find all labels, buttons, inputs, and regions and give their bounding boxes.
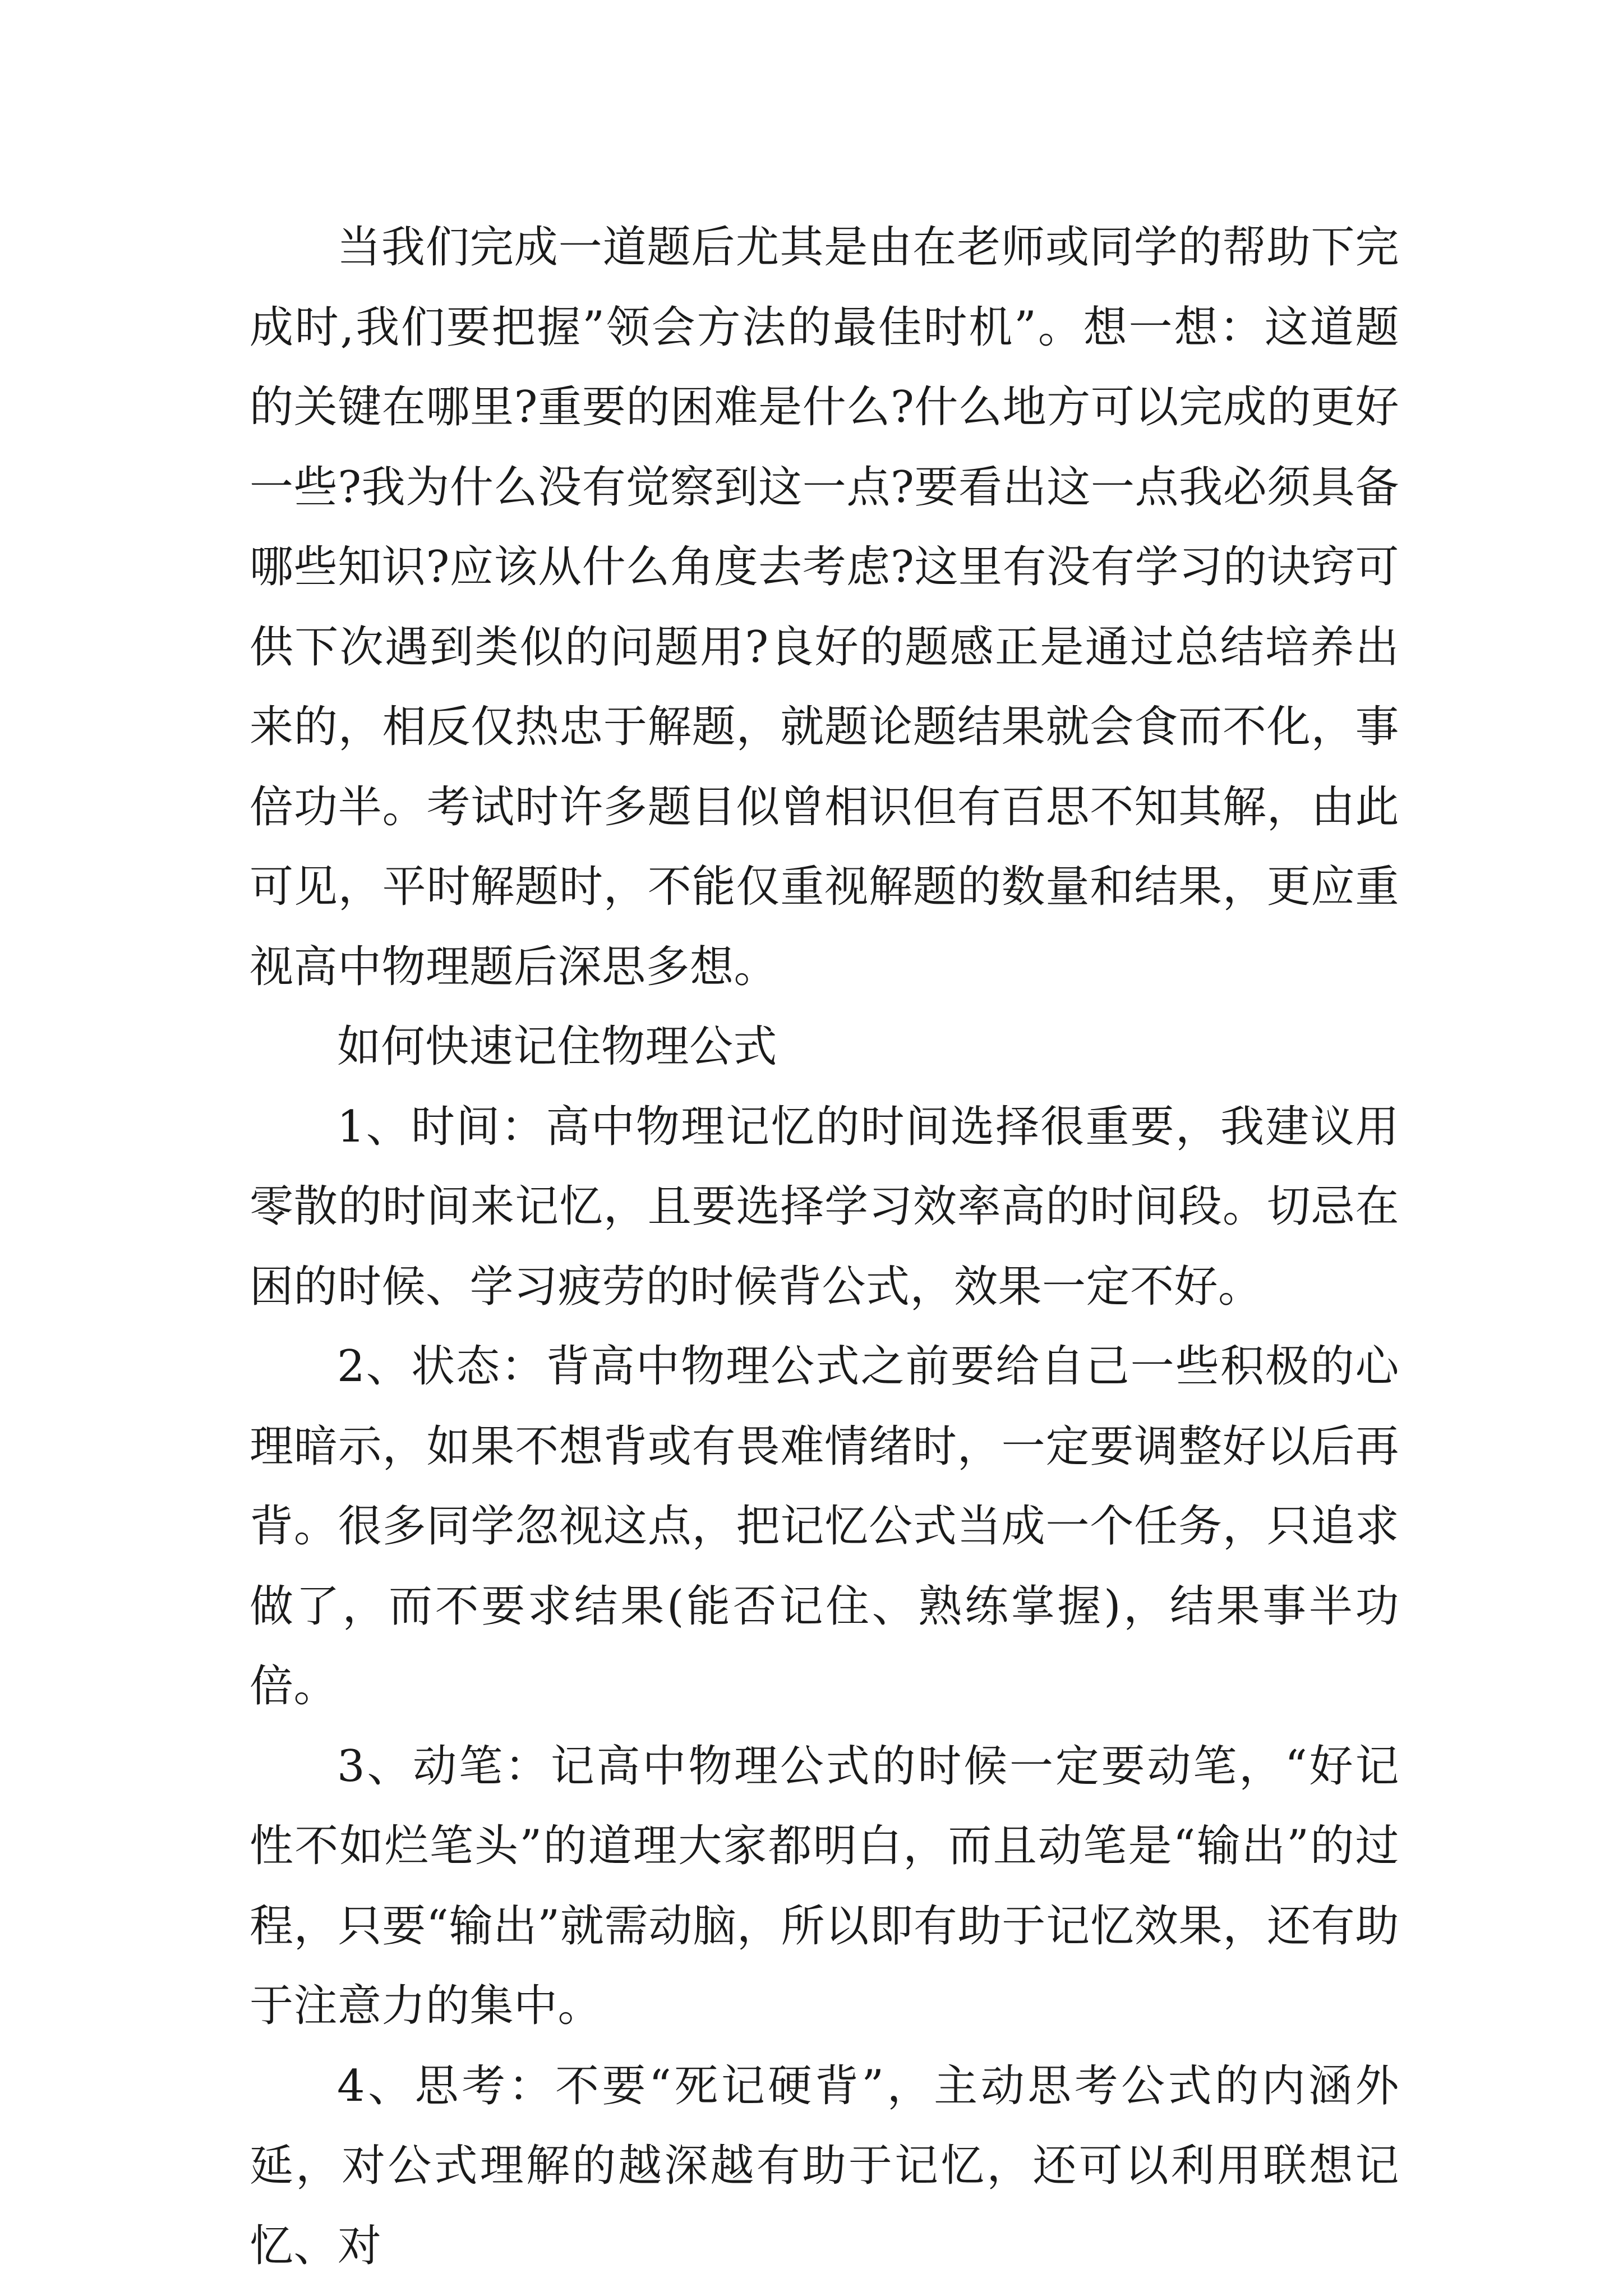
paragraph-tip-state: 2、状态：背高中物理公式之前要给自己一些积极的心理暗示，如果不想背或有畏难情绪时，一定要调整好以后再背。很多同学忽视这点，把记忆公式当成一个任务，只追求做了，而不要求结果(能否记住、熟练掌握)，结果事半功倍。 — [250, 1341, 1399, 1711]
paragraph-reflection: 当我们完成一道题后尤其是由在老师或同学的帮助下完成时,我们要把握”领会方法的最佳时机”。想一想：这道题的关键在哪里?重要的困难是什么?什么地方可以完成的更好一些?我为什么没有觉察到这一点?要看出这一点我必须具备哪些知识?应该从什么角度去考虑?这里有没有学习的诀窍可供下次遇到类似的问题用?良好的题感正是通过总结培养出来的，相反仅热忠于解题，就题论题结果就会食而不化，事倍功半。考试时许多题目似曾相识但有百思不知其解，由此可见，平时解题时，不能仅重视解题的数量和结果，更应重视高中物理题后深思多想。 — [250, 222, 1399, 992]
document-body — [250, 208, 1399, 2286]
section-heading: 如何快速记住物理公式 — [337, 1022, 778, 1072]
paragraph-tip-thinking: 4、思考：不要“死记硬背”，主动思考公式的内涵外延，对公式理解的越深越有助于记忆，还可以利用联想记忆、对 — [250, 2060, 1399, 2271]
paragraph-tip-time: 1、时间：高中物理记忆的时间选择很重要，我建议用零散的时间来记忆，且要选择学习效率高的时间段。切忌在困的时候、学习疲劳的时候背公式，效果一定不好。 — [250, 1101, 1399, 1312]
paragraph-tip-writing: 3、动笔：记高中物理公式的时候一定要动笔，“好记性不如烂笔头”的道理大家都明白，而且动笔是“输出”的过程，只要“输出”就需动脑，所以即有助于记忆效果，还有助于注意力的集中。 — [250, 1741, 1399, 2031]
